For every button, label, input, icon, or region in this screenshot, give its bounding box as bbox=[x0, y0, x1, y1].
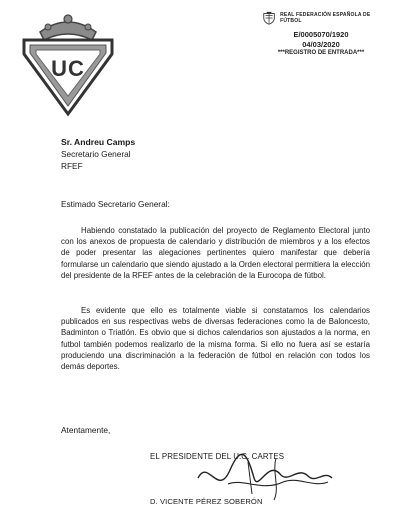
stamp-organization: REAL FEDERACIÓN ESPAÑOLA DE FÚTBOL bbox=[280, 12, 371, 24]
crown-icon bbox=[40, 15, 96, 40]
addressee-name: Sr. Andreu Camps bbox=[61, 137, 136, 147]
stamp-registry-label: ***REGISTRO DE ENTRADA*** bbox=[277, 50, 365, 56]
addressee-block bbox=[61, 136, 135, 172]
stamp-date: 04/03/2020 bbox=[302, 40, 340, 49]
uc-cartes-crest-logo bbox=[18, 10, 118, 120]
body-paragraph: Habiendo constatado la publicación del proyecto de Reglamento Electoral junto con los anexos de propuesta de calendario y distribución de miembros y a los efectos de poder presentar las alegaciones pertinentes quiero manifestar que debería formularse un calendario que siendo ajustado a la Orden electoral permitiera la elección del presidente de la RFEF antes de la celebración de la Eurocopa de fútbol. bbox=[61, 226, 370, 280]
addressee-role: Secretario General bbox=[61, 149, 131, 159]
crest-monogram: UC bbox=[51, 56, 85, 81]
salutation: Estimado Secretario General: bbox=[61, 199, 170, 209]
addressee-organization: RFEF bbox=[61, 161, 83, 171]
body-paragraph: Es evidente que ello es totalmente viable si constatamos los calendarios publicados en sus respectivas webs de diversas federaciones como la de Baloncesto, Badminton o Triatlón. Es obvio que si dichos calendarios son ajustados a la norma, en futbol también podemos realizarlo de la misma forma. Si ello no fuera así se estaría produciendo una discriminación a la federación de fútbol en relación con todos los demás deportes. bbox=[61, 306, 370, 372]
federation-emblem-icon bbox=[262, 10, 276, 26]
signatory-title: EL PRESIDENTE DEL U.C. CARTES bbox=[150, 452, 285, 461]
stamp-entry-number: E/0005070/1920 bbox=[293, 30, 349, 39]
registration-stamp bbox=[262, 10, 380, 68]
closing: Atentamente, bbox=[61, 425, 111, 435]
signatory-name: D. VICENTE PÉREZ SOBERÓN bbox=[150, 497, 263, 506]
